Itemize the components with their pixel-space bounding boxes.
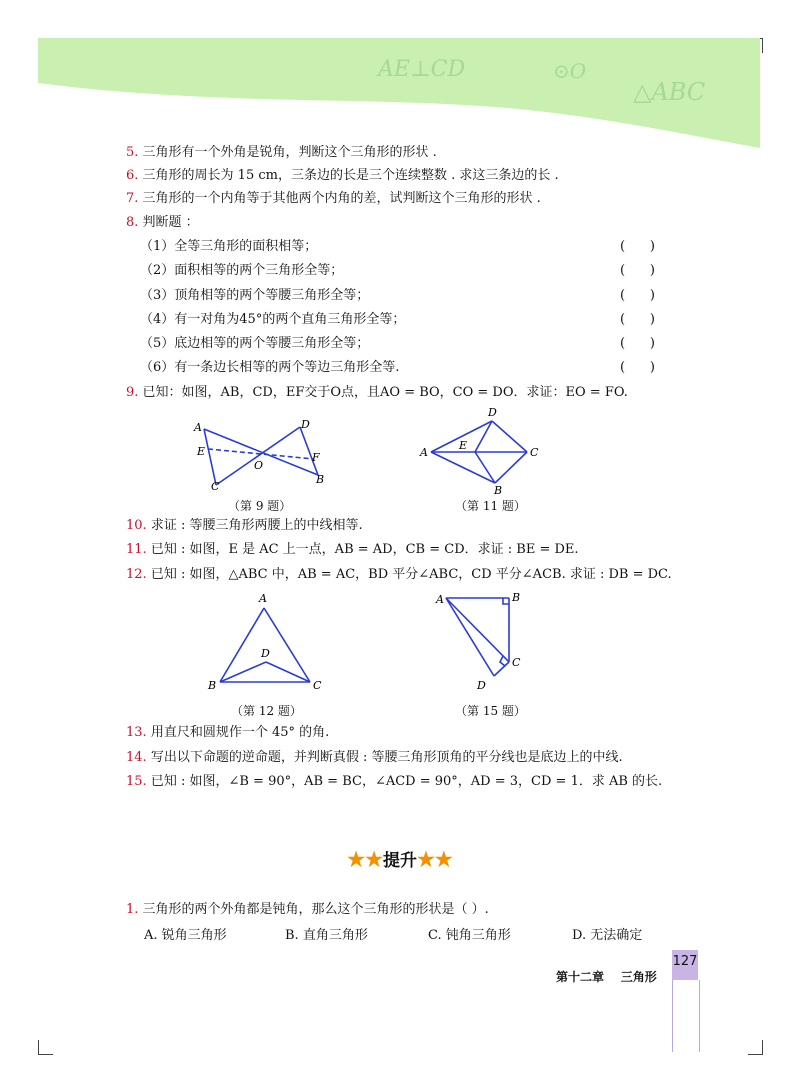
option-c[interactable]: C. 钝角三角形: [428, 928, 511, 943]
banner-deco-text-2: ⊙O: [553, 59, 587, 83]
problem-11: 11. 已知 : 如图，E 是 AC 上一点，AB = AD，CB = CD．求证 : BE = DE.: [126, 542, 579, 557]
judge-item-6: （6）有一条边长相等的两个等边三角形全等.: [140, 360, 400, 375]
figure-9: [190, 415, 330, 495]
problem-14: 14. 写出以下命题的逆命题，并判断真假 : 等腰三角形顶角的平分线也是底边上的中线.: [126, 750, 623, 765]
option-b[interactable]: B. 直角三角形: [285, 928, 368, 943]
judge-item-1: （1）全等三角形的面积相等；: [140, 239, 318, 254]
fig9-label-e: E: [197, 445, 206, 458]
fig11-label-c: C: [530, 446, 539, 459]
fig11-label-d: D: [488, 406, 497, 419]
figure-12-caption: （第 12 题）: [231, 704, 302, 718]
fig12-label-a: A: [259, 592, 267, 605]
crop-mark-bottom-right: [748, 1040, 763, 1055]
option-a[interactable]: A. 锐角三角形: [144, 928, 227, 943]
judge-blank-5[interactable]: ( ): [620, 336, 655, 351]
fig9-label-a: A: [194, 421, 202, 434]
crop-mark-bottom-left: [38, 1040, 53, 1055]
page-number: 127: [672, 954, 698, 969]
fig15-label-c: C: [512, 656, 521, 669]
judge-blank-1[interactable]: ( ): [620, 239, 655, 254]
problem-9: 9. 已知：如图，AB，CD，EF交于O点，且AO = BO，CO = DO．求证：EO = FO.: [126, 385, 628, 400]
problem-12: 12. 已知 : 如图，△ABC 中，AB = AC，BD 平分∠ABC，CD 平分∠ACB. 求证 : DB = DC.: [126, 567, 672, 582]
page-side-strip: [672, 980, 700, 1052]
figure-9-caption: （第 9 题）: [228, 499, 292, 513]
chapter-title: 第十二章 三角形: [556, 970, 657, 984]
section-heading: [0, 846, 800, 871]
figure-15-caption: （第 15 题）: [455, 704, 526, 718]
problem-5: 5. 三角形有一个外角是锐角，判断这个三角形的形状 .: [126, 145, 437, 160]
fig9-label-o: O: [254, 459, 264, 472]
fig11-label-e: E: [459, 439, 468, 452]
fig9-label-b: B: [316, 473, 325, 486]
judge-blank-6[interactable]: ( ): [620, 360, 655, 375]
judge-blank-3[interactable]: ( ): [620, 288, 655, 303]
problem-8: 8. 判断题 ：: [126, 215, 199, 230]
fig11-label-a: A: [420, 446, 428, 459]
star-icon-right: ★★: [417, 847, 453, 871]
header-banner: [38, 38, 760, 148]
problem-13: 13. 用直尺和圆规作一个 45° 的角.: [126, 725, 330, 740]
star-icon-left: ★★: [347, 847, 383, 871]
figure-11: [415, 405, 550, 495]
option-d[interactable]: D. 无法确定: [572, 928, 643, 943]
problem-10: 10. 求证 : 等腰三角形两腰上的中线相等.: [126, 518, 363, 533]
banner-deco-text-1: AE⊥CD: [378, 57, 466, 82]
fig15-label-a: A: [436, 593, 444, 606]
fig12-label-d: D: [261, 647, 270, 660]
judge-blank-4[interactable]: ( ): [620, 312, 655, 327]
figure-11-caption: （第 11 题）: [455, 499, 526, 513]
fig9-label-f: F: [312, 451, 320, 464]
banner-deco-text-3: △ABC: [633, 78, 706, 106]
judge-item-5: （5）底边相等的两个等腰三角形全等；: [140, 336, 370, 351]
fig15-label-b: B: [512, 591, 521, 604]
problem-15: 15. 已知 : 如图，∠B = 90°，AB = BC，∠ACD = 90°，AD = 3，CD = 1．求 AB 的长.: [126, 774, 663, 789]
problem-7: 7. 三角形的一个内角等于其他两个内角的差，试判断这个三角形的形状 .: [126, 191, 541, 206]
judge-item-4: （4）有一对角为45°的两个直角三角形全等；: [140, 312, 406, 327]
problem-6: 6. 三角形的周长为 15 cm，三条边的长是三个连续整数 . 求这三条边的长 .: [126, 168, 559, 183]
figure-12: [200, 590, 330, 695]
fig9-label-d: D: [301, 418, 310, 431]
judge-item-2: （2）面积相等的两个三角形全等；: [140, 263, 344, 278]
figure-15: [430, 588, 540, 696]
fig11-label-b: B: [494, 484, 503, 495]
judge-item-3: （3）顶角相等的两个等腰三角形全等；: [140, 288, 370, 303]
fig9-label-c: C: [211, 480, 220, 493]
judge-blank-2[interactable]: ( ): [620, 263, 655, 278]
fig12-label-c: C: [313, 679, 322, 692]
section-title: 提升: [383, 851, 417, 871]
fig15-label-d: D: [477, 679, 486, 692]
fig12-label-b: B: [208, 679, 217, 692]
advance-problem-1: 1. 三角形的两个外角都是钝角，那么这个三角形的形状是（ ）.: [126, 902, 489, 917]
